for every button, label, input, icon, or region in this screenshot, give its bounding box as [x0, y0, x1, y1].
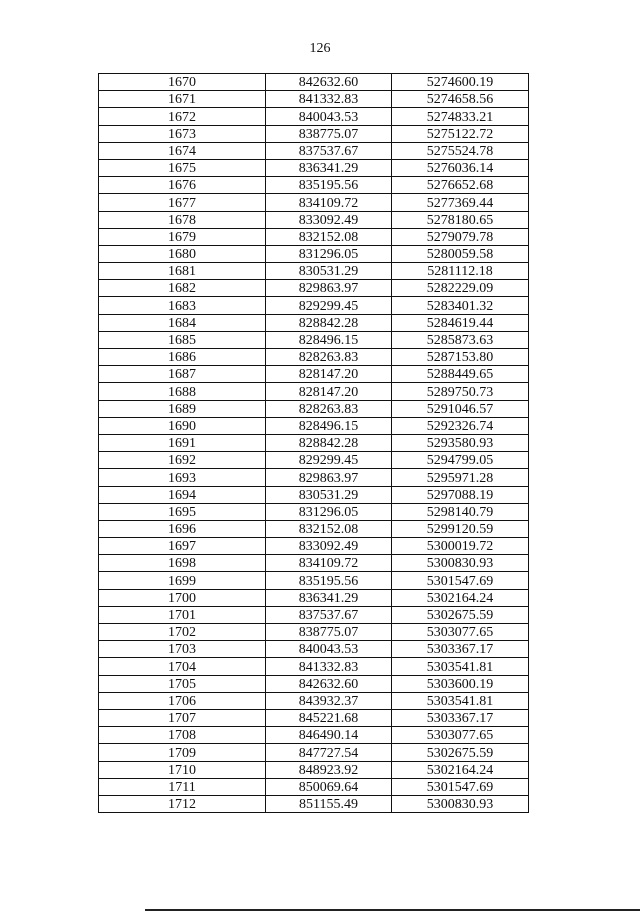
point-number-cell: 1709 [99, 744, 266, 761]
point-number-cell: 1692 [99, 452, 266, 469]
point-number-cell: 1700 [99, 589, 266, 606]
y-coordinate-cell: 5287153.80 [392, 349, 529, 366]
x-coordinate-cell: 828496.15 [266, 331, 392, 348]
table-row [99, 709, 529, 726]
point-number-cell: 1711 [99, 778, 266, 795]
table-row [99, 434, 529, 451]
table-row [99, 280, 529, 297]
table-row [99, 727, 529, 744]
table-row [99, 331, 529, 348]
point-number-cell: 1677 [99, 194, 266, 211]
table-row [99, 263, 529, 280]
table-row [99, 314, 529, 331]
table-row [99, 177, 529, 194]
y-coordinate-cell: 5295971.28 [392, 469, 529, 486]
x-coordinate-cell: 837537.67 [266, 142, 392, 159]
x-coordinate-cell: 829299.45 [266, 297, 392, 314]
y-coordinate-cell: 5293580.93 [392, 434, 529, 451]
table-row [99, 589, 529, 606]
x-coordinate-cell: 838775.07 [266, 125, 392, 142]
point-number-cell: 1712 [99, 795, 266, 812]
x-coordinate-cell: 840043.53 [266, 641, 392, 658]
table-row [99, 125, 529, 142]
table-row [99, 555, 529, 572]
x-coordinate-cell: 836341.29 [266, 589, 392, 606]
table-row [99, 91, 529, 108]
point-number-cell: 1704 [99, 658, 266, 675]
point-number-cell: 1705 [99, 675, 266, 692]
table-row [99, 349, 529, 366]
x-coordinate-cell: 835195.56 [266, 572, 392, 589]
y-coordinate-cell: 5280059.58 [392, 245, 529, 262]
table-row [99, 142, 529, 159]
y-coordinate-cell: 5303541.81 [392, 692, 529, 709]
x-coordinate-cell: 830531.29 [266, 486, 392, 503]
y-coordinate-cell: 5301547.69 [392, 572, 529, 589]
point-number-cell: 1672 [99, 108, 266, 125]
x-coordinate-cell: 829863.97 [266, 280, 392, 297]
x-coordinate-cell: 836341.29 [266, 159, 392, 176]
table-row [99, 520, 529, 537]
point-number-cell: 1683 [99, 297, 266, 314]
x-coordinate-cell: 828842.28 [266, 434, 392, 451]
table-row [99, 452, 529, 469]
y-coordinate-cell: 5298140.79 [392, 503, 529, 520]
point-number-cell: 1682 [99, 280, 266, 297]
x-coordinate-cell: 829299.45 [266, 452, 392, 469]
table-row [99, 194, 529, 211]
table-row [99, 692, 529, 709]
table-row [99, 658, 529, 675]
x-coordinate-cell: 845221.68 [266, 709, 392, 726]
x-coordinate-cell: 842632.60 [266, 74, 392, 91]
x-coordinate-cell: 833092.49 [266, 538, 392, 555]
y-coordinate-cell: 5278180.65 [392, 211, 529, 228]
y-coordinate-cell: 5303077.65 [392, 727, 529, 744]
y-coordinate-cell: 5279079.78 [392, 228, 529, 245]
table-row [99, 744, 529, 761]
y-coordinate-cell: 5276036.14 [392, 159, 529, 176]
table-row [99, 606, 529, 623]
y-coordinate-cell: 5282229.09 [392, 280, 529, 297]
y-coordinate-cell: 5276652.68 [392, 177, 529, 194]
y-coordinate-cell: 5303367.17 [392, 641, 529, 658]
table-row [99, 211, 529, 228]
point-number-cell: 1694 [99, 486, 266, 503]
point-number-cell: 1675 [99, 159, 266, 176]
point-number-cell: 1693 [99, 469, 266, 486]
table-row [99, 641, 529, 658]
x-coordinate-cell: 828263.83 [266, 349, 392, 366]
y-coordinate-cell: 5275524.78 [392, 142, 529, 159]
y-coordinate-cell: 5297088.19 [392, 486, 529, 503]
x-coordinate-cell: 841332.83 [266, 91, 392, 108]
point-number-cell: 1695 [99, 503, 266, 520]
point-number-cell: 1701 [99, 606, 266, 623]
point-number-cell: 1674 [99, 142, 266, 159]
table-row [99, 245, 529, 262]
table-row [99, 486, 529, 503]
table-row [99, 159, 529, 176]
y-coordinate-cell: 5291046.57 [392, 400, 529, 417]
point-number-cell: 1698 [99, 555, 266, 572]
x-coordinate-cell: 846490.14 [266, 727, 392, 744]
x-coordinate-cell: 834109.72 [266, 194, 392, 211]
coordinate-table-body [99, 74, 529, 813]
x-coordinate-cell: 842632.60 [266, 675, 392, 692]
x-coordinate-cell: 828263.83 [266, 400, 392, 417]
x-coordinate-cell: 834109.72 [266, 555, 392, 572]
point-number-cell: 1706 [99, 692, 266, 709]
table-row [99, 778, 529, 795]
y-coordinate-cell: 5289750.73 [392, 383, 529, 400]
y-coordinate-cell: 5302164.24 [392, 589, 529, 606]
table-row [99, 624, 529, 641]
point-number-cell: 1673 [99, 125, 266, 142]
point-number-cell: 1685 [99, 331, 266, 348]
y-coordinate-cell: 5299120.59 [392, 520, 529, 537]
y-coordinate-cell: 5303077.65 [392, 624, 529, 641]
point-number-cell: 1676 [99, 177, 266, 194]
x-coordinate-cell: 833092.49 [266, 211, 392, 228]
table-row [99, 366, 529, 383]
point-number-cell: 1696 [99, 520, 266, 537]
y-coordinate-cell: 5288449.65 [392, 366, 529, 383]
x-coordinate-cell: 832152.08 [266, 520, 392, 537]
x-coordinate-cell: 830531.29 [266, 263, 392, 280]
page-number: 126 [309, 41, 331, 56]
x-coordinate-cell: 840043.53 [266, 108, 392, 125]
point-number-cell: 1670 [99, 74, 266, 91]
y-coordinate-cell: 5302164.24 [392, 761, 529, 778]
point-number-cell: 1671 [99, 91, 266, 108]
y-coordinate-cell: 5303600.19 [392, 675, 529, 692]
x-coordinate-cell: 838775.07 [266, 624, 392, 641]
y-coordinate-cell: 5274658.56 [392, 91, 529, 108]
y-coordinate-cell: 5284619.44 [392, 314, 529, 331]
table-row [99, 469, 529, 486]
point-number-cell: 1689 [99, 400, 266, 417]
point-number-cell: 1690 [99, 417, 266, 434]
point-number-cell: 1708 [99, 727, 266, 744]
x-coordinate-cell: 843932.37 [266, 692, 392, 709]
point-number-cell: 1688 [99, 383, 266, 400]
x-coordinate-cell: 850069.64 [266, 778, 392, 795]
table-row [99, 417, 529, 434]
table-row [99, 795, 529, 812]
y-coordinate-cell: 5302675.59 [392, 606, 529, 623]
x-coordinate-cell: 831296.05 [266, 503, 392, 520]
y-coordinate-cell: 5283401.32 [392, 297, 529, 314]
x-coordinate-cell: 828147.20 [266, 383, 392, 400]
x-coordinate-cell: 832152.08 [266, 228, 392, 245]
table-row [99, 503, 529, 520]
table-row [99, 761, 529, 778]
x-coordinate-cell: 828147.20 [266, 366, 392, 383]
y-coordinate-cell: 5277369.44 [392, 194, 529, 211]
x-coordinate-cell: 848923.92 [266, 761, 392, 778]
point-number-cell: 1678 [99, 211, 266, 228]
y-coordinate-cell: 5302675.59 [392, 744, 529, 761]
y-coordinate-cell: 5285873.63 [392, 331, 529, 348]
point-number-cell: 1679 [99, 228, 266, 245]
table-row [99, 74, 529, 91]
x-coordinate-cell: 841332.83 [266, 658, 392, 675]
x-coordinate-cell: 831296.05 [266, 245, 392, 262]
y-coordinate-cell: 5274833.21 [392, 108, 529, 125]
point-number-cell: 1710 [99, 761, 266, 778]
point-number-cell: 1687 [99, 366, 266, 383]
point-number-cell: 1686 [99, 349, 266, 366]
x-coordinate-cell: 828496.15 [266, 417, 392, 434]
y-coordinate-cell: 5300830.93 [392, 795, 529, 812]
point-number-cell: 1699 [99, 572, 266, 589]
point-number-cell: 1697 [99, 538, 266, 555]
table-row [99, 297, 529, 314]
point-number-cell: 1702 [99, 624, 266, 641]
table-row [99, 572, 529, 589]
x-coordinate-cell: 829863.97 [266, 469, 392, 486]
point-number-cell: 1681 [99, 263, 266, 280]
page-bottom-rule [145, 909, 640, 911]
point-number-cell: 1684 [99, 314, 266, 331]
coordinate-table [98, 73, 529, 813]
point-number-cell: 1680 [99, 245, 266, 262]
table-row [99, 383, 529, 400]
y-coordinate-cell: 5300019.72 [392, 538, 529, 555]
point-number-cell: 1707 [99, 709, 266, 726]
y-coordinate-cell: 5303367.17 [392, 709, 529, 726]
x-coordinate-cell: 835195.56 [266, 177, 392, 194]
y-coordinate-cell: 5292326.74 [392, 417, 529, 434]
x-coordinate-cell: 837537.67 [266, 606, 392, 623]
point-number-cell: 1703 [99, 641, 266, 658]
point-number-cell: 1691 [99, 434, 266, 451]
table-row [99, 675, 529, 692]
y-coordinate-cell: 5281112.18 [392, 263, 529, 280]
y-coordinate-cell: 5300830.93 [392, 555, 529, 572]
y-coordinate-cell: 5301547.69 [392, 778, 529, 795]
y-coordinate-cell: 5294799.05 [392, 452, 529, 469]
x-coordinate-cell: 847727.54 [266, 744, 392, 761]
table-row [99, 108, 529, 125]
table-row [99, 538, 529, 555]
y-coordinate-cell: 5275122.72 [392, 125, 529, 142]
table-row [99, 400, 529, 417]
table-row [99, 228, 529, 245]
x-coordinate-cell: 851155.49 [266, 795, 392, 812]
x-coordinate-cell: 828842.28 [266, 314, 392, 331]
y-coordinate-cell: 5303541.81 [392, 658, 529, 675]
y-coordinate-cell: 5274600.19 [392, 74, 529, 91]
